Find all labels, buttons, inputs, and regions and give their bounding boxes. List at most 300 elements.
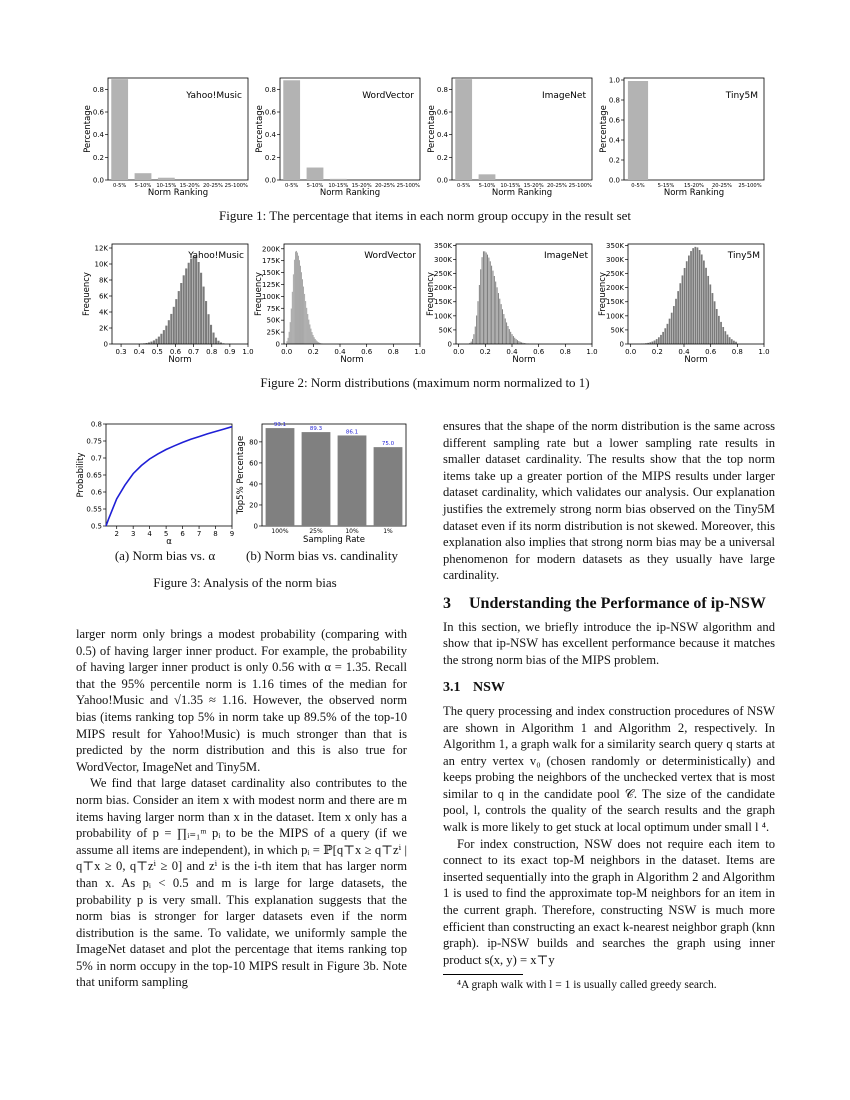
x-tick-label: 15-20% — [351, 183, 372, 189]
histogram-bin — [684, 268, 686, 344]
x-tick-label: 0.8 — [731, 348, 743, 356]
histogram-bin — [295, 252, 296, 344]
histogram-bin — [514, 338, 515, 344]
histogram-bin — [498, 293, 499, 344]
histogram-bin — [292, 292, 293, 344]
histogram-bin — [495, 282, 496, 344]
x-tick-label: 7 — [196, 530, 202, 538]
y-tick-label: 0.65 — [86, 471, 102, 480]
x-tick-label: 5-15% — [657, 183, 675, 189]
histogram-bin — [675, 299, 677, 344]
histogram-bin — [692, 248, 694, 344]
y-tick-label: 0.6 — [436, 108, 448, 117]
x-tick-label: 25-100% — [738, 183, 762, 189]
histogram-bin — [287, 341, 288, 344]
histogram-bin — [517, 340, 518, 344]
y-tick-label: 0.8 — [608, 96, 620, 105]
histogram-bin — [512, 334, 513, 344]
histogram-bin — [707, 276, 709, 344]
figure1-charts — [80, 72, 780, 200]
bar — [307, 168, 324, 180]
bar-data-label: 93.1 — [273, 422, 287, 429]
y-tick-label: 100K — [434, 312, 452, 321]
histogram-bin — [499, 299, 500, 344]
histogram-bin — [502, 309, 503, 344]
histogram-bin — [491, 266, 492, 344]
histogram-bin — [714, 301, 716, 344]
y-tick-label: 0 — [103, 340, 108, 349]
histogram-bin — [479, 285, 480, 344]
y-tick-label: 50K — [266, 316, 280, 325]
y-tick-label: 0.5 — [90, 522, 102, 531]
histogram-bin — [494, 276, 495, 344]
histogram-bin — [473, 334, 474, 344]
x-tick-label: 15-20% — [683, 183, 705, 189]
y-tick-label: 150K — [606, 298, 624, 307]
figure3-caption: Figure 3: Analysis of the norm bias — [153, 575, 337, 590]
bar — [338, 435, 367, 526]
y-axis-label: Percentage — [83, 105, 93, 153]
histogram-bin — [487, 255, 488, 344]
fig1-chart-tiny5m — [599, 77, 764, 199]
x-tick-label: 5 — [163, 530, 169, 538]
histogram-bin — [310, 324, 311, 344]
y-tick-label: 40 — [249, 480, 258, 489]
y-tick-label: 2K — [98, 324, 108, 333]
histogram-bin — [682, 275, 684, 344]
x-tick-label: 25-100% — [224, 183, 248, 189]
y-tick-label: 0 — [447, 340, 452, 349]
histogram-bin — [513, 336, 514, 344]
y-tick-label: 0.8 — [92, 85, 104, 94]
histogram-bin — [188, 263, 190, 344]
chart-title: ImageNet — [544, 251, 588, 261]
histogram-bin — [729, 337, 731, 344]
x-tick-label: 10-15% — [500, 183, 521, 189]
figure3-charts — [74, 418, 414, 546]
histogram-bin — [203, 287, 205, 344]
x-tick-label: 0.0 — [281, 348, 293, 356]
bar — [455, 79, 472, 180]
footnote-rule — [443, 974, 523, 975]
histogram-bin — [193, 256, 195, 344]
x-tick-label: 100% — [271, 528, 289, 535]
histogram-bin — [712, 293, 714, 344]
y-axis-label: Frequency — [426, 272, 436, 316]
histogram-bin — [190, 259, 192, 344]
histogram-bin — [210, 325, 212, 344]
y-axis-label: Percentage — [255, 105, 265, 153]
histogram-bin — [314, 337, 315, 344]
histogram-bin — [205, 301, 207, 344]
histogram-bin — [718, 316, 720, 344]
section-3-body: In this section, we briefly introduce the ip-NSW algorithm and show that ip-NSW has excellent performance because it matches the strong norm bias of the MIPS problem. — [443, 619, 775, 667]
y-tick-label: 75K — [266, 304, 280, 313]
left-paragraph-1: larger norm only brings a modest probability (comparing with 0.5) of having larger inner product. For example, the probability of having larger inner product is only 0.56 with α = 1.35. Recall that the 95% percentile norm is 1.16 times of the median for Yahoo!Music and √1.35 ≈ 1.16. However, the observed norm bias (items ranking top 5% in norm take up 89.5% of the top-10 MIPS result for Yahoo!Music) is much stronger than that is predicted by the norm distribution and this is also true for WordVector, ImageNet and Tiny5M. — [76, 627, 407, 774]
x-tick-label: 2 — [114, 530, 119, 538]
x-tick-label: 25-100% — [568, 183, 592, 189]
figure2-charts — [80, 238, 780, 366]
section-3-heading — [443, 596, 775, 613]
y-axis-label: Frequency — [82, 272, 92, 316]
y-tick-label: 0.0 — [92, 176, 104, 185]
fig2-chart-yahoo — [82, 244, 254, 365]
histogram-bin — [503, 314, 504, 344]
histogram-bin — [195, 256, 197, 344]
fig2-chart-tiny5m — [598, 242, 770, 365]
histogram-bin — [709, 284, 711, 344]
y-tick-label: 0.4 — [608, 136, 620, 145]
histogram-bin — [482, 257, 483, 344]
x-tick-label: 0.4 — [334, 348, 346, 356]
section-3-number: 3 — [443, 594, 451, 612]
x-tick-label: 1.0 — [586, 348, 598, 356]
x-tick-label: 0.9 — [224, 348, 236, 356]
histogram-bin — [297, 253, 298, 344]
histogram-bin — [298, 256, 299, 344]
histogram-bin — [660, 335, 662, 344]
left-column — [76, 626, 407, 991]
histogram-bin — [316, 340, 317, 344]
x-tick-label: 0.4 — [506, 348, 518, 356]
section-31-heading — [443, 680, 775, 697]
fig1-chart-wordvector — [255, 78, 420, 198]
x-tick-label: 0-5% — [631, 183, 645, 189]
section-3-title: Understanding the Performance of ip-NSW — [469, 594, 766, 612]
y-tick-label: 350K — [606, 241, 624, 250]
histogram-bin — [699, 250, 701, 344]
x-tick-label: 0.5 — [151, 348, 163, 356]
y-tick-label: 0.6 — [608, 116, 620, 125]
histogram-bin — [299, 260, 300, 344]
y-axis-label: Frequency — [598, 272, 608, 316]
x-tick-label: 25-100% — [396, 183, 420, 189]
histogram-bin — [656, 339, 658, 344]
x-tick-label: 0.6 — [361, 348, 373, 356]
histogram-bin — [516, 339, 517, 344]
histogram-bin — [475, 327, 476, 344]
histogram-bin — [480, 269, 481, 344]
x-tick-label: 8 — [213, 530, 218, 538]
histogram-bin — [160, 334, 162, 344]
x-tick-label: 0.6 — [169, 348, 182, 356]
histogram-bin — [158, 337, 160, 344]
histogram-bin — [163, 330, 165, 344]
x-tick-label: 0.8 — [387, 348, 399, 356]
x-axis-label: Sampling Rate — [303, 535, 365, 545]
histogram-bin — [296, 251, 297, 344]
x-tick-label: 4 — [147, 530, 152, 538]
fig2-chart-wordvector — [254, 244, 426, 365]
histogram-bin — [506, 322, 507, 344]
x-tick-label: 0.0 — [453, 348, 465, 356]
y-tick-label: 0.75 — [86, 437, 102, 446]
histogram-bin — [289, 332, 290, 344]
y-tick-label: 0.7 — [90, 454, 102, 463]
histogram-bin — [153, 340, 155, 344]
x-axis-label: Norm Ranking — [319, 188, 381, 198]
footnote: ⁴A graph walk with l = 1 is usually called greedy search. — [457, 979, 717, 992]
x-axis-label: Norm — [684, 355, 708, 365]
x-tick-label: 20-25% — [711, 183, 733, 189]
y-tick-label: 20 — [249, 501, 258, 510]
histogram-bin — [306, 308, 307, 344]
x-tick-label: 0.7 — [188, 348, 200, 356]
bar — [158, 178, 175, 180]
y-tick-label: 4K — [98, 308, 108, 317]
y-tick-label: 250K — [606, 270, 624, 279]
x-tick-label: 1.0 — [414, 348, 426, 356]
fig3b-bar-chart — [236, 422, 406, 545]
histogram-bin — [215, 338, 217, 344]
x-tick-label: 0.2 — [479, 348, 491, 356]
y-tick-label: 12K — [94, 244, 108, 253]
y-tick-label: 200K — [606, 284, 624, 293]
probability-curve — [106, 427, 232, 526]
x-tick-label: 9 — [229, 530, 235, 538]
histogram-bin — [690, 251, 692, 344]
x-tick-label: 0.6 — [533, 348, 545, 356]
histogram-bin — [509, 329, 510, 344]
histogram-bin — [303, 287, 304, 344]
histogram-bin — [733, 341, 735, 344]
y-tick-label: 0.55 — [86, 505, 102, 514]
histogram-bin — [484, 251, 485, 344]
y-tick-label: 0 — [619, 340, 624, 349]
histogram-bin — [654, 340, 656, 344]
y-tick-label: 0.2 — [436, 153, 448, 162]
histogram-bin — [490, 261, 491, 344]
fig1-chart-yahoo — [83, 78, 248, 198]
y-tick-label: 200K — [262, 245, 280, 254]
x-tick-label: 0.2 — [651, 348, 663, 356]
histogram-bin — [304, 294, 305, 344]
histogram-bin — [478, 301, 479, 344]
x-tick-label: 6 — [180, 530, 185, 538]
y-tick-label: 0.2 — [264, 153, 276, 162]
x-tick-label: 20-25% — [202, 183, 224, 189]
bar-data-label: 86.1 — [345, 429, 359, 436]
histogram-bin — [688, 256, 690, 344]
x-tick-label: 5-10% — [134, 183, 152, 189]
bar — [628, 81, 648, 180]
section-31-number: 3.1 — [443, 680, 461, 696]
y-tick-label: 175K — [262, 257, 280, 266]
histogram-bin — [165, 326, 167, 344]
histogram-bin — [507, 326, 508, 344]
x-tick-label: 0-5% — [112, 183, 127, 189]
histogram-bin — [305, 301, 306, 344]
histogram-bin — [472, 339, 473, 344]
y-tick-label: 0.6 — [92, 108, 104, 117]
y-tick-label: 200K — [434, 284, 452, 293]
y-tick-label: 50K — [438, 326, 452, 335]
y-axis-label: Top5% Percentage — [236, 435, 246, 515]
y-tick-label: 8K — [98, 276, 108, 285]
y-tick-label: 0 — [275, 340, 280, 349]
histogram-bin — [301, 272, 302, 344]
x-tick-label: 5-10% — [306, 183, 324, 189]
x-tick-label: 1.0 — [242, 348, 254, 356]
histogram-bin — [311, 329, 312, 344]
histogram-bin — [697, 247, 699, 344]
histogram-bin — [217, 341, 219, 344]
chart-title: ImageNet — [542, 91, 586, 101]
y-tick-label: 0.8 — [436, 85, 448, 94]
left-paragraph-2: We find that large dataset cardinality also contributes to the norm bias. Consider an item x with modest norm and there are m items having larger norm than x in the dataset. Item x only has a probability of p = ∏ᵢ₌₁ᵐ pᵢ to be the MIPS of a query (if we assume all items are independent), in which pᵢ = ℙ[q⊤x ≥ q⊤zⁱ | q⊤x ≥ 0, q⊤zⁱ ≥ 0] and zⁱ is the i-th item that has larger norm than x. As pᵢ < 0.5 and m is large for large datasets, the probability p is very small. This explanation suggests that the norm bias is stronger for larger datasets even if the norm distribution is the same. To validate, we uniformly sample the ImageNet dataset and plot the percentage that items ranking top 5% in norm occupy in the top-10 MIPS result in Figure 3b. Note that uniform sampling — [76, 776, 407, 990]
y-tick-label: 300K — [606, 255, 624, 264]
histogram-bin — [170, 314, 172, 344]
y-tick-label: 0.4 — [264, 131, 276, 140]
y-tick-label: 6K — [98, 292, 108, 301]
x-axis-label: Norm Ranking — [663, 188, 725, 198]
x-tick-label: 0.4 — [678, 348, 690, 356]
histogram-bin — [294, 260, 295, 344]
bar — [330, 179, 347, 180]
chart-title: WordVector — [364, 251, 416, 261]
y-axis-label: Probability — [76, 452, 86, 498]
histogram-bin — [168, 320, 170, 344]
x-axis-label: Norm — [340, 355, 364, 365]
histogram-bin — [703, 261, 705, 344]
histogram-bin — [701, 254, 703, 344]
x-axis-label: Norm — [512, 355, 536, 365]
x-tick-label: 10-15% — [156, 183, 177, 189]
y-tick-label: 0.0 — [264, 176, 276, 185]
y-tick-label: 10K — [94, 260, 108, 269]
histogram-bin — [705, 268, 707, 344]
bar-data-label: 75.0 — [381, 441, 395, 448]
histogram-bin — [488, 258, 489, 344]
histogram-bin — [662, 332, 664, 344]
axes-frame — [106, 424, 232, 526]
bar — [374, 447, 403, 526]
histogram-bin — [505, 318, 506, 344]
y-tick-label: 350K — [434, 241, 452, 250]
histogram-bin — [694, 247, 696, 344]
histogram-bin — [518, 341, 519, 344]
bar — [479, 174, 496, 180]
histogram-bin — [315, 339, 316, 344]
y-tick-label: 150K — [262, 269, 280, 278]
x-tick-label: 20-25% — [546, 183, 568, 189]
histogram-bin — [677, 291, 679, 344]
histogram-bin — [492, 271, 493, 344]
histogram-bin — [669, 319, 671, 344]
x-tick-label: 20-25% — [374, 183, 396, 189]
histogram-bin — [312, 332, 313, 344]
section-31-paragraph-2: For index construction, NSW does not require each item to connect to its exact top-M neighbors in the dataset. Items are inserted sequentially into the graph in Algorithm 2 and Algorithm 1 is used to find the approximate top-M neighbors for an item in the current graph. Therefore, constructing NSW is much more efficient than constructing an exact k-nearest neighbor graph (knn graph). ip-NSW builds and searches the graph using inner product s(x, y) = x⊤y — [443, 836, 775, 967]
x-tick-label: 15-20% — [523, 183, 544, 189]
y-tick-label: 0.4 — [92, 131, 104, 140]
histogram-bin — [180, 283, 182, 344]
histogram-bin — [716, 309, 718, 344]
histogram-bin — [300, 266, 301, 344]
histogram-bin — [200, 273, 202, 344]
y-axis-label: Frequency — [254, 272, 264, 316]
histogram-bin — [198, 262, 200, 344]
x-axis-label: Norm Ranking — [147, 188, 209, 198]
histogram-bin — [173, 307, 175, 344]
x-axis-label: Norm Ranking — [491, 188, 553, 198]
x-tick-label: 0-5% — [284, 183, 299, 189]
figure3b-subcaption: (b) Norm bias vs. candinality — [246, 548, 398, 563]
right-column — [443, 418, 775, 994]
histogram-bin — [727, 335, 729, 344]
right-paragraph-top: ensures that the shape of the norm distribution is the same across different sampling rate but a lower sampling rate results in smaller dataset cardinality. The results show that the top norm items take up a greater portion of the MIPS results under larger dataset cardinality, which validates our analysis. Our explanation justifies the extremely strong norm bias observed on the Tiny5M dataset even if its norm distribution is not skewed. Moreover, this explanation also implies that strong norm bias may be a universal phenomenon for modern datasets as they usually have large cardinality. — [443, 419, 775, 583]
fig1-chart-imagenet — [427, 78, 592, 198]
y-tick-label: 300K — [434, 255, 452, 264]
bar — [135, 173, 152, 180]
bar — [266, 428, 295, 526]
histogram-bin — [510, 332, 511, 344]
chart-title: Tiny5M — [725, 91, 758, 101]
bar — [111, 79, 128, 180]
x-tick-label: 0.8 — [559, 348, 571, 356]
x-tick-label: 15-20% — [179, 183, 200, 189]
y-tick-label: 60 — [249, 459, 258, 468]
histogram-bin — [722, 327, 724, 344]
histogram-bin — [293, 274, 294, 344]
x-tick-label: 0.8 — [206, 348, 218, 356]
y-tick-label: 0.8 — [264, 85, 276, 94]
y-tick-label: 0.8 — [90, 420, 102, 429]
histogram-bin — [288, 338, 289, 344]
figure1-caption: Figure 1: The percentage that items in each norm group occupy in the result set — [218, 208, 632, 223]
x-tick-label: 0.0 — [625, 348, 637, 356]
x-tick-label: 3 — [130, 530, 136, 538]
x-tick-label: 0.2 — [307, 348, 319, 356]
bar-data-label: 89.3 — [309, 426, 323, 433]
section-31-paragraph-1: The query processing and index construction procedures of NSW are shown in Algorithm 1 and Algorithm 2, respectively. In Algorithm 1, a graph walk for a similarity search query q starts at an entry vertex v₀ (chosen randomly or deterministically) and keeps probing the neighbors of the unchecked vertex that is most similar to q in the candidate pool 𝒞. The size of the candidate pool, l, controls the quality of the search results and the graph walk is more likely to get stuck at local optimum under small l ⁴. — [443, 703, 775, 835]
y-tick-label: 50K — [610, 326, 624, 335]
y-tick-label: 0.0 — [436, 176, 448, 185]
histogram-bin — [175, 299, 177, 344]
histogram-bin — [476, 315, 477, 344]
y-axis-label: Percentage — [427, 105, 437, 153]
x-tick-label: 5-10% — [478, 183, 496, 189]
y-tick-label: 1.0 — [608, 76, 620, 85]
bar — [283, 80, 300, 180]
histogram-bin — [183, 275, 185, 344]
x-tick-label: 1% — [383, 528, 393, 535]
x-tick-label: 0-5% — [456, 183, 471, 189]
y-tick-label: 0.6 — [264, 108, 276, 117]
y-tick-label: 0.0 — [608, 176, 620, 185]
histogram-bin — [208, 314, 210, 344]
x-tick-label: 10% — [345, 528, 359, 535]
y-tick-label: 100K — [606, 312, 624, 321]
histogram-bin — [483, 251, 484, 344]
histogram-bin — [486, 252, 487, 344]
histogram-bin — [185, 268, 187, 344]
chart-title: WordVector — [362, 91, 414, 101]
y-tick-label: 150K — [434, 298, 452, 307]
x-tick-label: 0.3 — [115, 348, 127, 356]
y-tick-label: 0.2 — [92, 153, 104, 162]
figure3a-subcaption: (a) Norm bias vs. α — [114, 548, 216, 563]
histogram-bin — [309, 320, 310, 344]
y-tick-label: 0.6 — [90, 488, 102, 497]
histogram-bin — [720, 322, 722, 344]
y-tick-label: 250K — [434, 270, 452, 279]
y-tick-label: 0 — [253, 522, 258, 531]
x-tick-label: 0.4 — [133, 348, 145, 356]
histogram-bin — [302, 279, 303, 344]
histogram-bin — [673, 306, 675, 344]
histogram-bin — [658, 337, 660, 344]
bar — [302, 432, 331, 526]
